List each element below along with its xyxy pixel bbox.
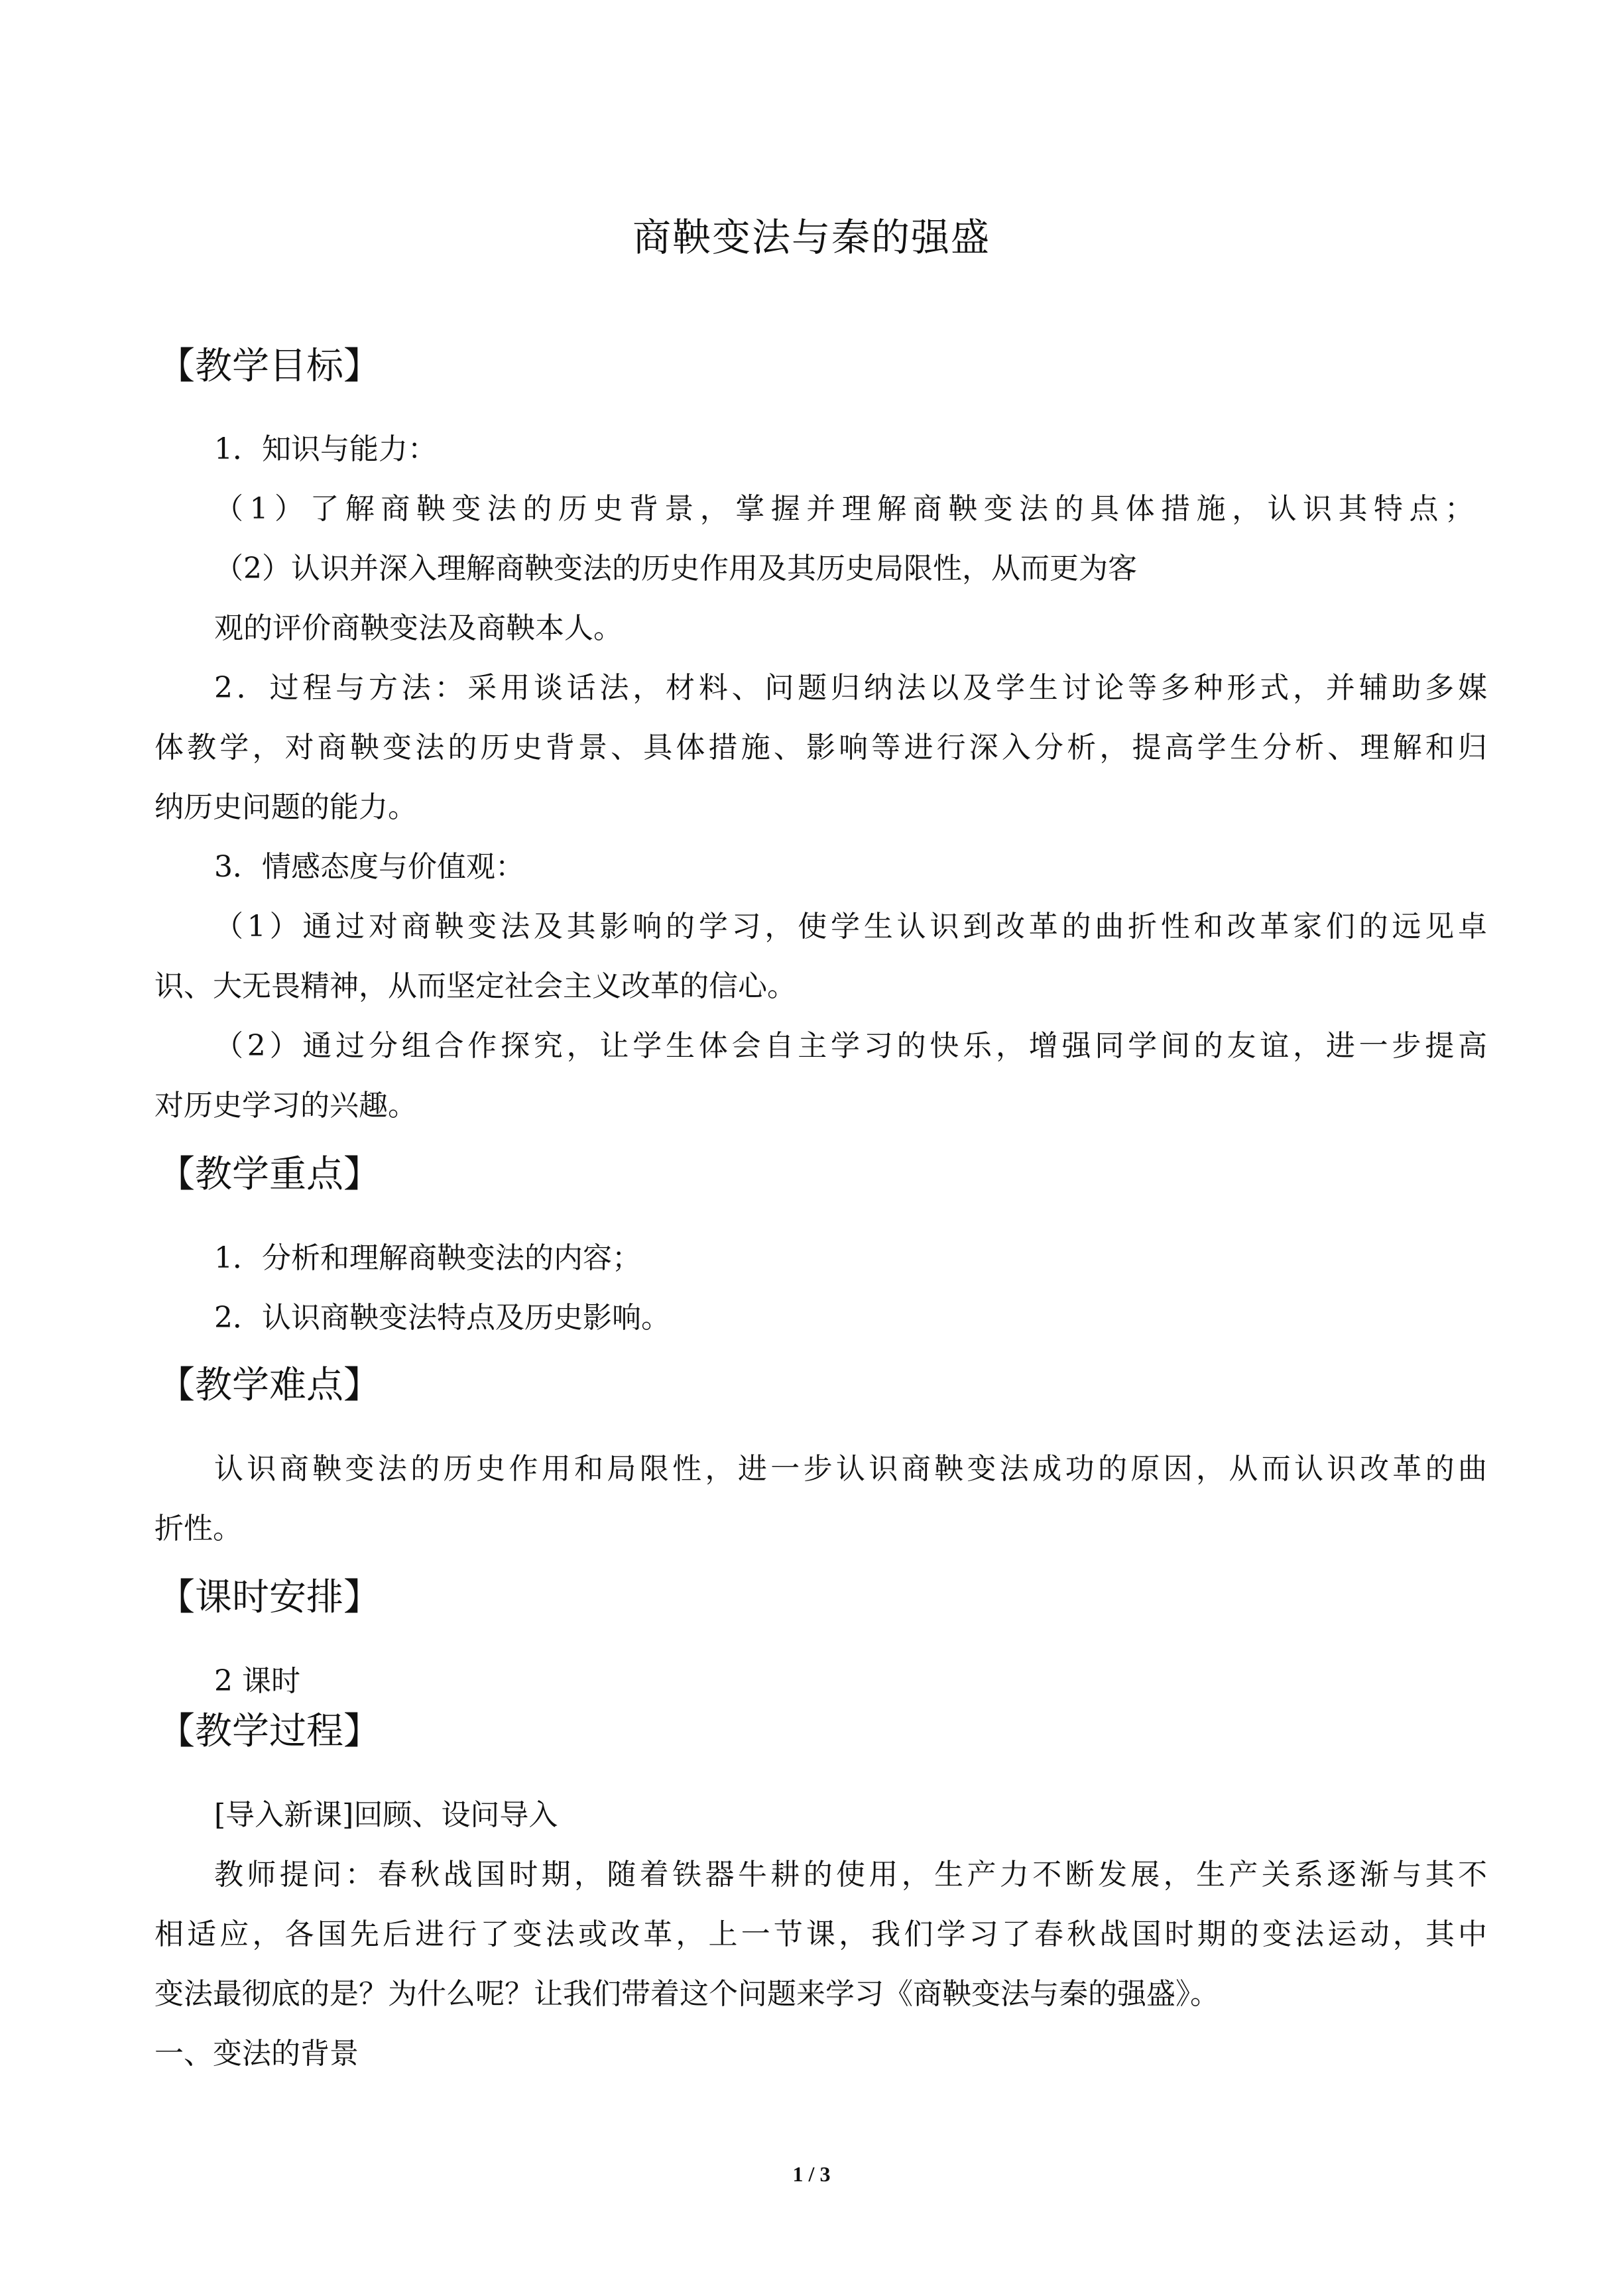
page-number: 1 / 3 [792,2162,831,2186]
schedule-line: 2 课时 [214,1664,300,1698]
objective-line: 3．情感态度与价值观： [214,850,524,884]
objective-line: 体教学，对商鞅变法的历史背景、具体措施、影响等进行深入分析，提高学生分析、理解和归 [154,731,1487,764]
section-heading-schedule: 【课时安排】 [158,1576,381,1619]
process-line: 相适应，各国先后进行了变法或改革，上一节课，我们学习了春秋战国时期的变法运动，其中 [154,1917,1487,1951]
objective-line: 识、大无畏精神，从而坚定社会主义改革的信心。 [154,969,796,1003]
difficulty-line: 折性。 [154,1512,242,1545]
objective-line: （2）通过分组合作探究，让学生体会自主学习的快乐，增强同学间的友谊，进一步提高 [214,1029,1487,1063]
section-heading-objectives: 【教学目标】 [158,345,381,388]
objective-line: 对历史学习的兴趣。 [154,1089,417,1122]
objective-line: 纳历史问题的能力。 [154,790,417,824]
objective-line: 观的评价商鞅变法及商鞅本人。 [214,611,623,645]
section-heading-key-points: 【教学重点】 [158,1153,381,1196]
objective-line: 2．过程与方法：采用谈话法，材料、问题归纳法以及学生讨论等多种形式，并辅助多媒 [214,671,1487,705]
objective-line: （1）通过对商鞅变法及其影响的学习，使学生认识到改革的曲折性和改革家们的远见卓 [214,910,1487,943]
process-line: 教师提问：春秋战国时期，随着铁器牛耕的使用，生产力不断发展，生产关系逐渐与其不 [214,1858,1487,1892]
key-point-line: 2．认识商鞅变法特点及历史影响。 [214,1301,670,1335]
difficulty-line: 认识商鞅变法的历史作用和局限性，进一步认识商鞅变法成功的原因，从而认识改革的曲 [214,1452,1487,1486]
document-title: 商鞅变法与秦的强盛 [632,215,991,260]
key-point-line: 1．分析和理解商鞅变法的内容； [214,1241,641,1275]
objective-line: （2）认识并深入理解商鞅变法的历史作用及其历史局限性，从而更为客 [214,552,1137,585]
section-heading-difficulties: 【教学难点】 [158,1364,381,1407]
process-line: 变法最彻底的是？为什么呢？让我们带着这个问题来学习《商鞅变法与秦的强盛》。 [154,1977,1219,2011]
objective-line: 1．知识与能力： [214,432,437,466]
objective-line: （1）了解商鞅变法的历史背景，掌握并理解商鞅变法的具体措施，认识其特点； [214,492,1474,526]
process-subheading: 一、变法的背景 [154,2037,359,2071]
section-heading-process: 【教学过程】 [158,1710,381,1753]
process-line: [导入新课]回顾、设问导入 [214,1798,558,1832]
